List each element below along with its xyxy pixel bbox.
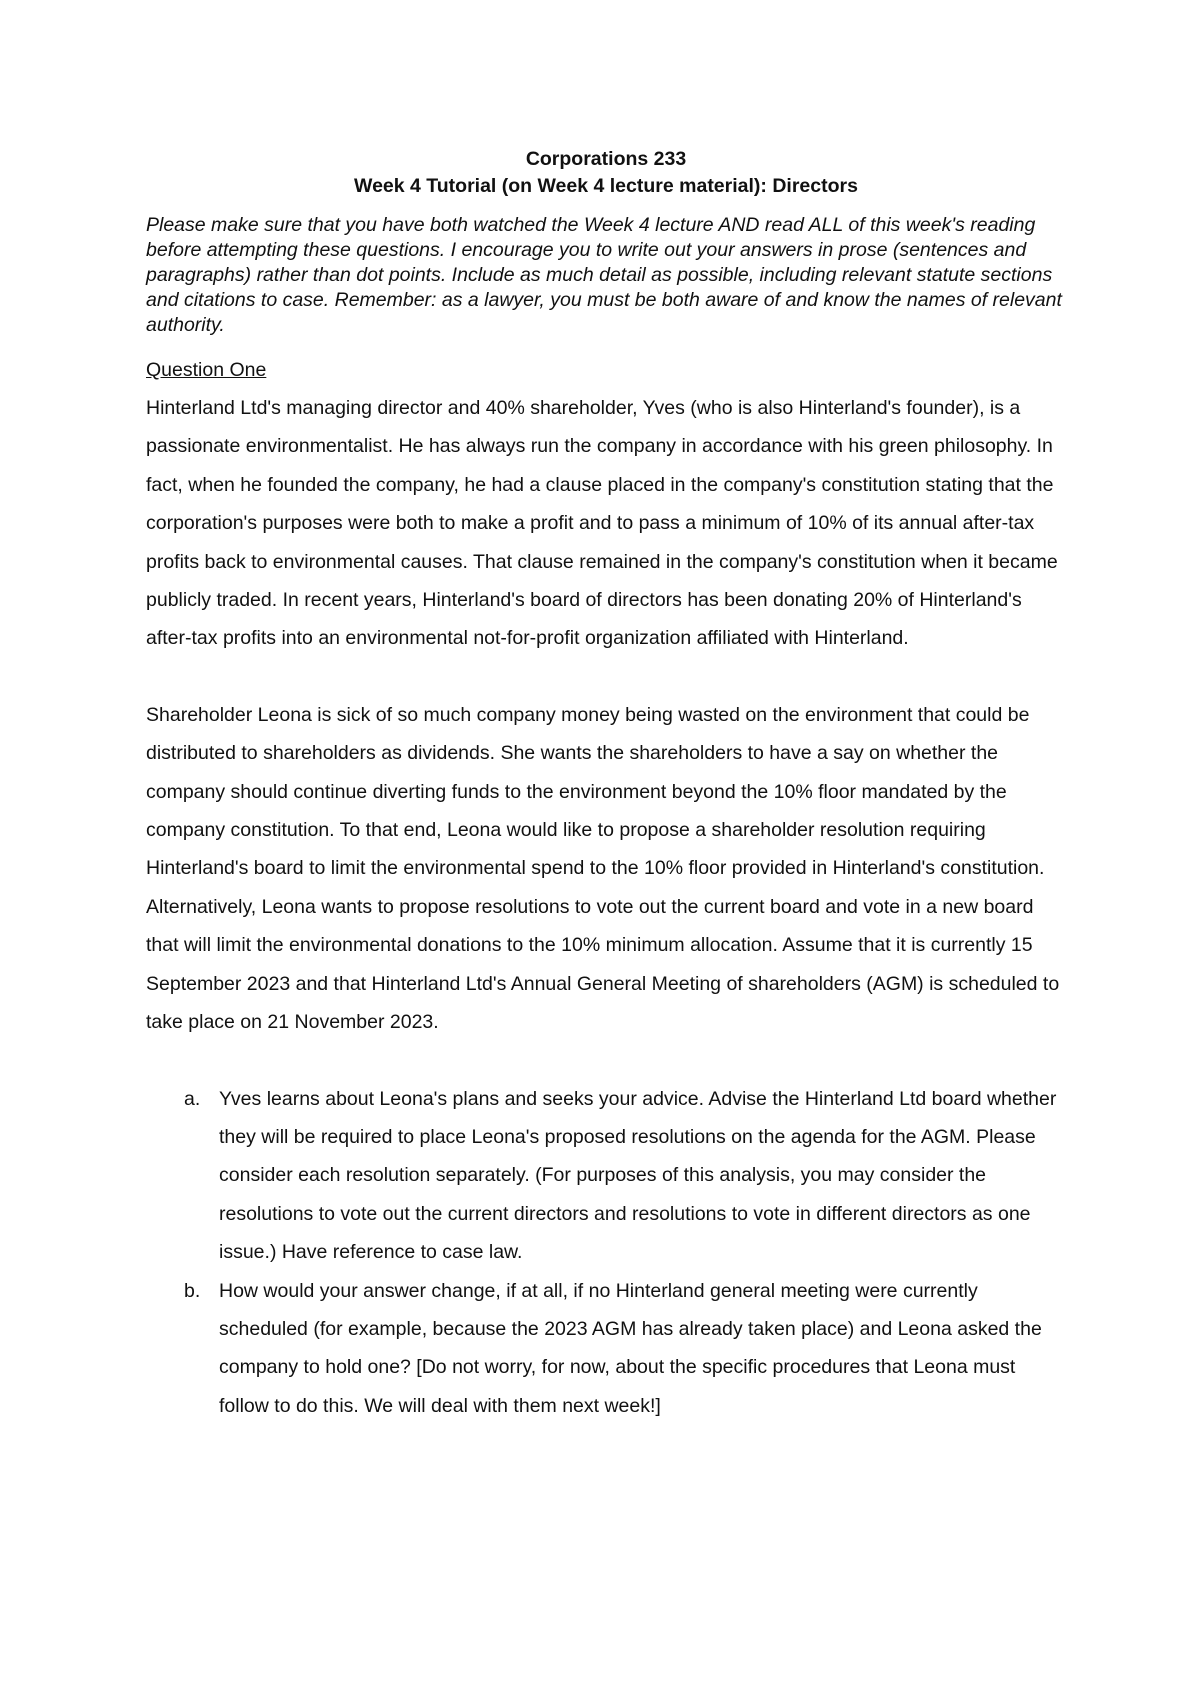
question-part-a	[146, 1080, 1066, 1272]
question-paragraph-2: Shareholder Leona is sick of so much company money being wasted on the environment that could be distributed to shareholders as dividends. She wants the shareholders to have a say on whether the company should continue diverting funds to the environment beyond the 10% floor mandated by the company constitution. To that end, Leona would like to propose a shareholder resolution requiring Hinterland's board to limit the environmental spend to the 10% floor provided in Hinterland's constitution. Alternatively, Leona wants to propose resolutions to vote out the current board and vote in a new board that will limit the environmental donations to the 10% minimum allocation. Assume that it is currently 15 September 2023 and that Hinterland Ltd's Annual General Meeting of shareholders (AGM) is scheduled to take place on 21 November 2023.	[146, 703, 1060, 1034]
document-title	[146, 146, 1066, 200]
question-paragraph-1: Hinterland Ltd's managing director and 40% shareholder, Yves (who is also Hinterland's founder), is a passionate environmentalist. He has always run the company in accordance with his green philosophy. In fact, when he founded the company, he had a clause placed in the company's constitution stating that the corporation's purposes were both to make a profit and to pass a minimum of 10% of its annual after-tax profits back to environmental causes. That clause remained in the company's constitution when it became publicly traded. In recent years, Hinterland's board of directors has been donating 20% of Hinterland's after-tax profits into an environmental not-for-profit organization affiliated with Hinterland.	[146, 397, 1058, 650]
question-part-text: How would your answer change, if at all, if no Hinterland general meeting were currently scheduled (for example, because the 2023 AGM has already taken place) and Leona asked the company to hold one? [Do not worry, for now, about the specific procedures that Leona must follow to do this. We will deal with them next week!]	[219, 1279, 1042, 1417]
document-content	[146, 146, 1066, 1425]
instructions-text: Please make sure that you have both watched the Week 4 lecture AND read ALL of this week's reading before attempting these questions. I encourage you to write out your answers in prose (sentences and paragraphs) rather than dot points. Include as much detail as possible, including relevant statute sections and citations to case. Remember: as a lawyer, you must be both aware of and know the names of relevant authority.	[146, 214, 1062, 336]
question-part-text: Yves learns about Leona's plans and seeks your advice. Advise the Hinterland Ltd board whether they will be required to place Leona's proposed resolutions on the agenda for the AGM. Please consider each resolution separately. (For purposes of this analysis, you may consider the resolutions to vote out the current directors and resolutions to vote in different directors as one issue.) Have reference to case law.	[219, 1087, 1057, 1264]
question-heading: Question One	[146, 359, 267, 381]
question-part-b	[146, 1272, 1066, 1426]
course-title: Corporations 233	[525, 148, 687, 170]
tutorial-title: Week 4 Tutorial (on Week 4 lecture material): Directors	[354, 175, 858, 197]
list-marker: b.	[184, 1279, 201, 1302]
question-parts-list	[146, 1080, 1066, 1426]
list-marker: a.	[184, 1087, 201, 1110]
